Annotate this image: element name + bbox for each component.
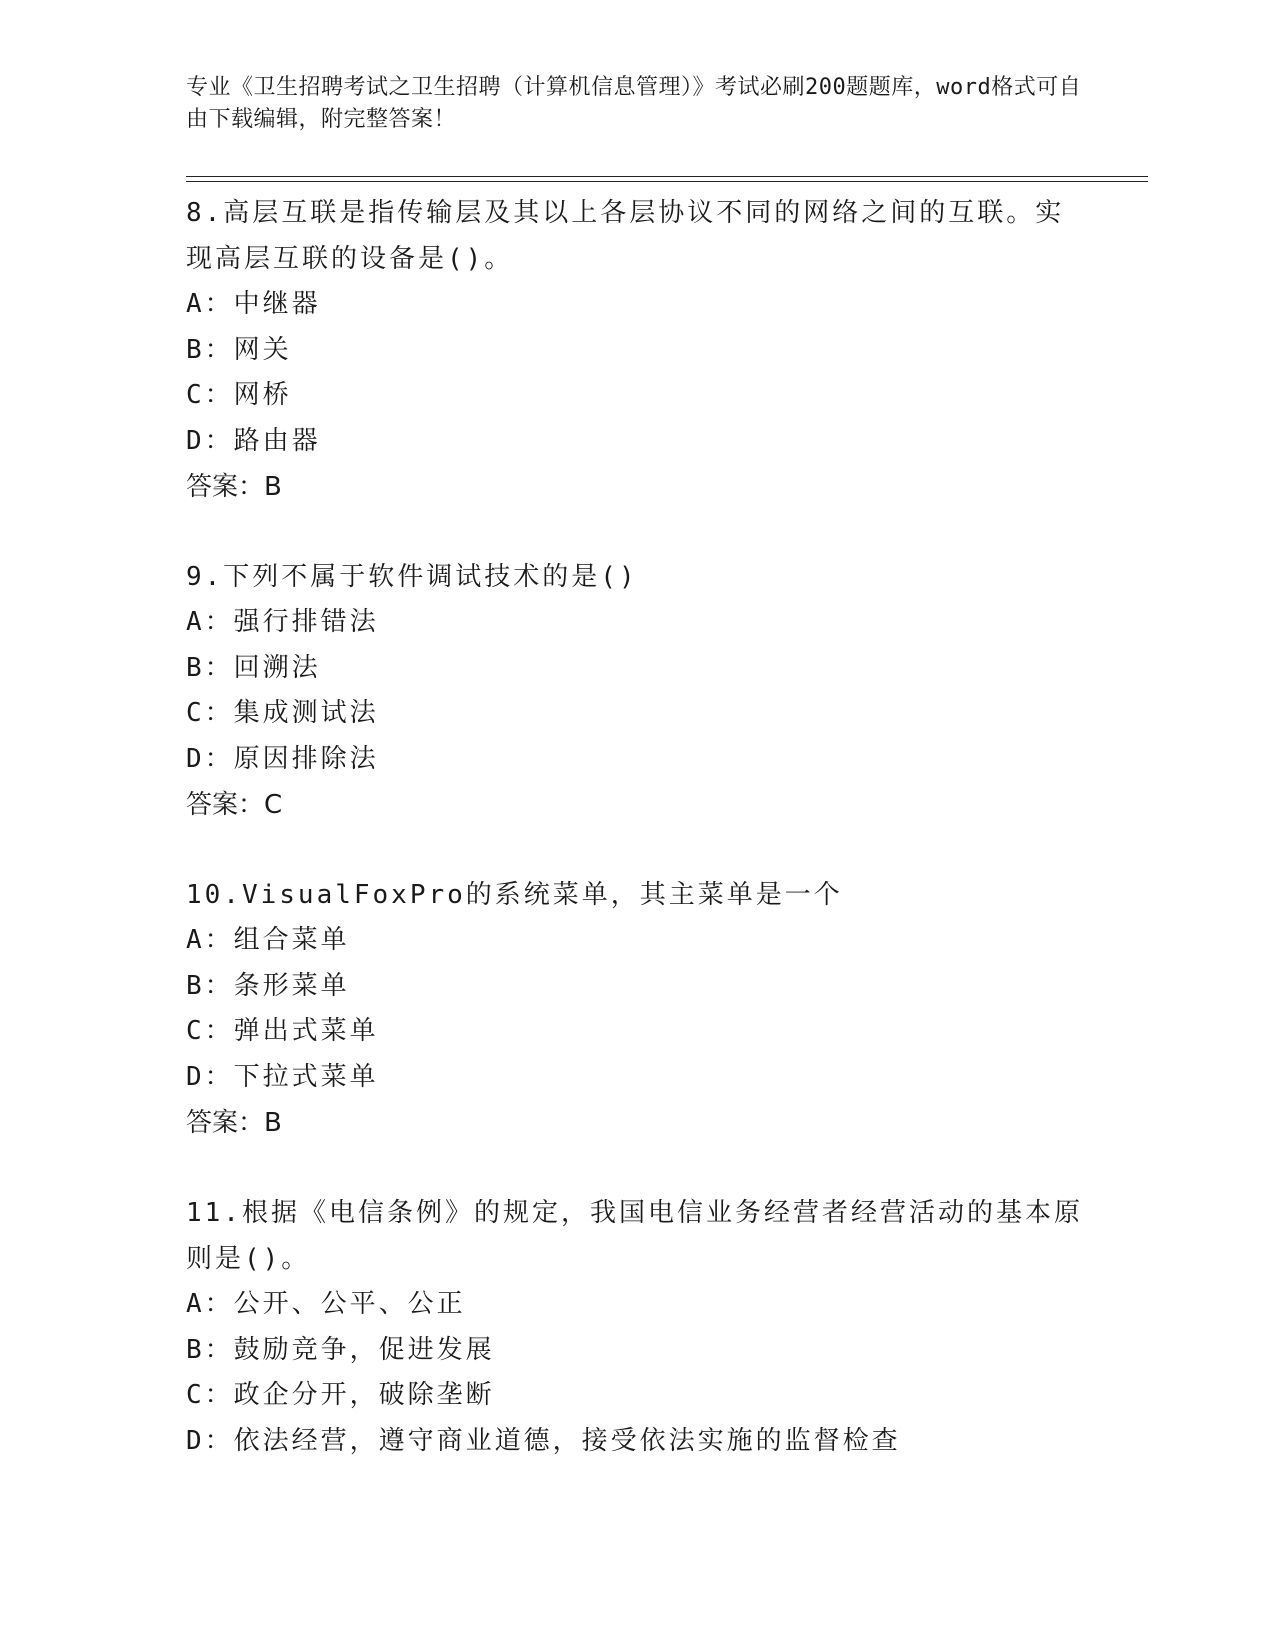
answer-line: 答案：B: [186, 1108, 282, 1138]
option-b: [186, 1328, 1086, 1374]
option-key: D：: [186, 425, 234, 456]
option-c: [186, 1009, 1086, 1055]
option-text: 条形菜单: [233, 970, 350, 1001]
option-text: 原因排除法: [233, 743, 379, 774]
header-divider-top: [186, 176, 1148, 177]
option-key: C：: [186, 380, 234, 410]
question-stem: 8.高层互联是指传输层及其以上各层协议不同的网络之间的互联。实现高层互联的设备是()。: [186, 198, 1065, 274]
option-a: [186, 282, 1086, 328]
option-key: D：: [186, 743, 234, 774]
option-a: [186, 600, 1086, 646]
option-d: [186, 737, 1086, 783]
option-d: [186, 419, 1086, 465]
option-text: 依法经营，遵守商业道德，接受依法实施的监督检查: [233, 1425, 901, 1456]
option-c: [186, 691, 1086, 737]
option-key: C：: [186, 698, 234, 728]
header-divider-bottom: [186, 181, 1148, 182]
document-intro: 专业《卫生招聘考试之卫生招聘（计算机信息管理）》考试必刷200题题库，word格式可自由下载编辑，附完整答案！: [186, 75, 1082, 132]
question-8: [186, 190, 1086, 510]
option-text: 路由器: [233, 425, 321, 456]
option-key: A：: [186, 607, 234, 637]
option-text: 中继器: [233, 289, 321, 319]
option-c: [186, 1373, 1086, 1419]
question-stem: 10.VisualFoxPro的系统菜单，其主菜单是一个: [186, 880, 843, 910]
option-key: A：: [186, 289, 234, 319]
question-stem: 9.下列不属于软件调试技术的是(): [186, 562, 638, 592]
option-d: [186, 1055, 1086, 1101]
question-9: [186, 554, 1086, 828]
option-key: C：: [186, 1380, 234, 1410]
option-key: B：: [186, 652, 234, 683]
option-key: D：: [186, 1425, 234, 1456]
option-text: 鼓励竞争，促进发展: [233, 1334, 495, 1365]
answer-line: 答案：B: [186, 472, 282, 502]
option-text: 强行排错法: [233, 607, 379, 637]
option-text: 网桥: [233, 380, 292, 410]
option-text: 集成测试法: [233, 698, 379, 728]
option-b: [186, 646, 1086, 692]
option-d: [186, 1419, 1086, 1465]
option-c: [186, 373, 1086, 419]
option-key: A：: [186, 925, 234, 955]
option-text: 政企分开，破除垄断: [233, 1380, 495, 1410]
option-text: 弹出式菜单: [233, 1016, 379, 1046]
option-text: 下拉式菜单: [233, 1061, 379, 1092]
question-list: [186, 190, 1086, 1508]
option-text: 网关: [233, 334, 292, 365]
option-key: C：: [186, 1016, 234, 1046]
option-text: 公开、公平、公正: [233, 1289, 466, 1319]
option-b: [186, 964, 1086, 1010]
option-a: [186, 1282, 1086, 1328]
answer-line: 答案：C: [186, 790, 283, 820]
option-a: [186, 918, 1086, 964]
option-b: [186, 328, 1086, 374]
option-key: B：: [186, 970, 234, 1001]
option-key: A：: [186, 1289, 234, 1319]
option-text: 组合菜单: [233, 925, 350, 955]
question-stem: 11.根据《电信条例》的规定，我国电信业务经营者经营活动的基本原则是()。: [186, 1198, 1083, 1274]
option-key: B：: [186, 1334, 234, 1365]
question-11: [186, 1190, 1086, 1464]
option-text: 回溯法: [233, 652, 321, 683]
option-key: B：: [186, 334, 234, 365]
question-10: [186, 872, 1086, 1146]
option-key: D：: [186, 1061, 234, 1092]
